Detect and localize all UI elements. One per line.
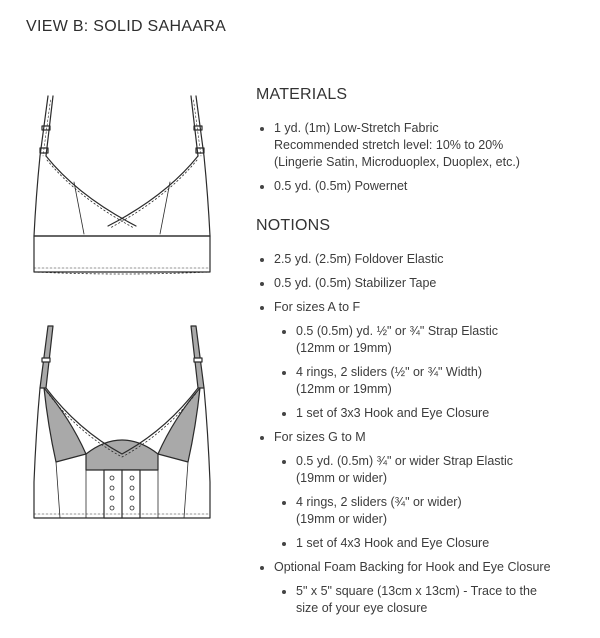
list-item-line: 4 rings, 2 sliders (¾" or wider) <box>296 495 462 509</box>
list-item-line: For sizes G to M <box>274 430 366 444</box>
list-item-line: 1 set of 4x3 Hook and Eye Closure <box>296 536 490 550</box>
list-item <box>256 535 586 552</box>
list-item-line: 1 yd. (1m) Low-Stretch Fabric <box>274 121 439 135</box>
list-item <box>256 364 586 398</box>
list-item <box>256 429 586 446</box>
list-item <box>256 299 586 316</box>
list-item-line: 0.5 yd. (0.5m) Stabilizer Tape <box>274 276 437 290</box>
materials-list <box>256 120 586 195</box>
list-item <box>256 120 586 171</box>
list-item-line: (19mm or wider) <box>296 471 387 485</box>
materials-heading: MATERIALS <box>256 86 348 103</box>
list-item-line: 5" x 5" square (13cm x 13cm) - Trace to the <box>296 584 537 598</box>
list-item-line: Recommended stretch level: 10% to 20% <box>274 138 504 152</box>
list-item-line: (19mm or wider) <box>296 512 387 526</box>
list-item <box>256 405 586 422</box>
notions-list <box>256 251 586 617</box>
list-item <box>256 583 586 617</box>
list-item <box>256 323 586 357</box>
list-item-line: Optional Foam Backing for Hook and Eye Closure <box>274 560 551 574</box>
list-item-line: 0.5 yd. (0.5m) ¾" or wider Strap Elastic <box>296 454 514 468</box>
list-item-line: 2.5 yd. (2.5m) Foldover Elastic <box>274 252 444 266</box>
bra-front-icon <box>26 86 218 282</box>
list-item <box>256 178 586 195</box>
list-item <box>256 251 586 268</box>
list-item <box>256 559 586 576</box>
materials-notions-column <box>256 86 586 624</box>
list-item-line: 0.5 (0.5m) yd. ½" or ¾" Strap Elastic <box>296 324 499 338</box>
list-item-line: (Lingerie Satin, Microduoplex, Duoplex, etc.) <box>274 155 520 169</box>
page-title: VIEW B: SOLID SAHAARA <box>26 18 227 35</box>
list-item-line: 0.5 yd. (0.5m) Powernet <box>274 179 408 193</box>
list-item-line: (12mm or 19mm) <box>296 341 392 355</box>
list-item-line: size of your eye closure <box>296 601 428 615</box>
list-item-line: For sizes A to F <box>274 300 361 314</box>
list-item <box>256 275 586 292</box>
bra-back-icon <box>26 322 218 532</box>
notions-heading: NOTIONS <box>256 217 331 234</box>
list-item <box>256 453 586 487</box>
list-item-line: 1 set of 3x3 Hook and Eye Closure <box>296 406 490 420</box>
list-item <box>256 494 586 528</box>
list-item-line: (12mm or 19mm) <box>296 382 392 396</box>
list-item-line: 4 rings, 2 sliders (½" or ¾" Width) <box>296 365 483 379</box>
